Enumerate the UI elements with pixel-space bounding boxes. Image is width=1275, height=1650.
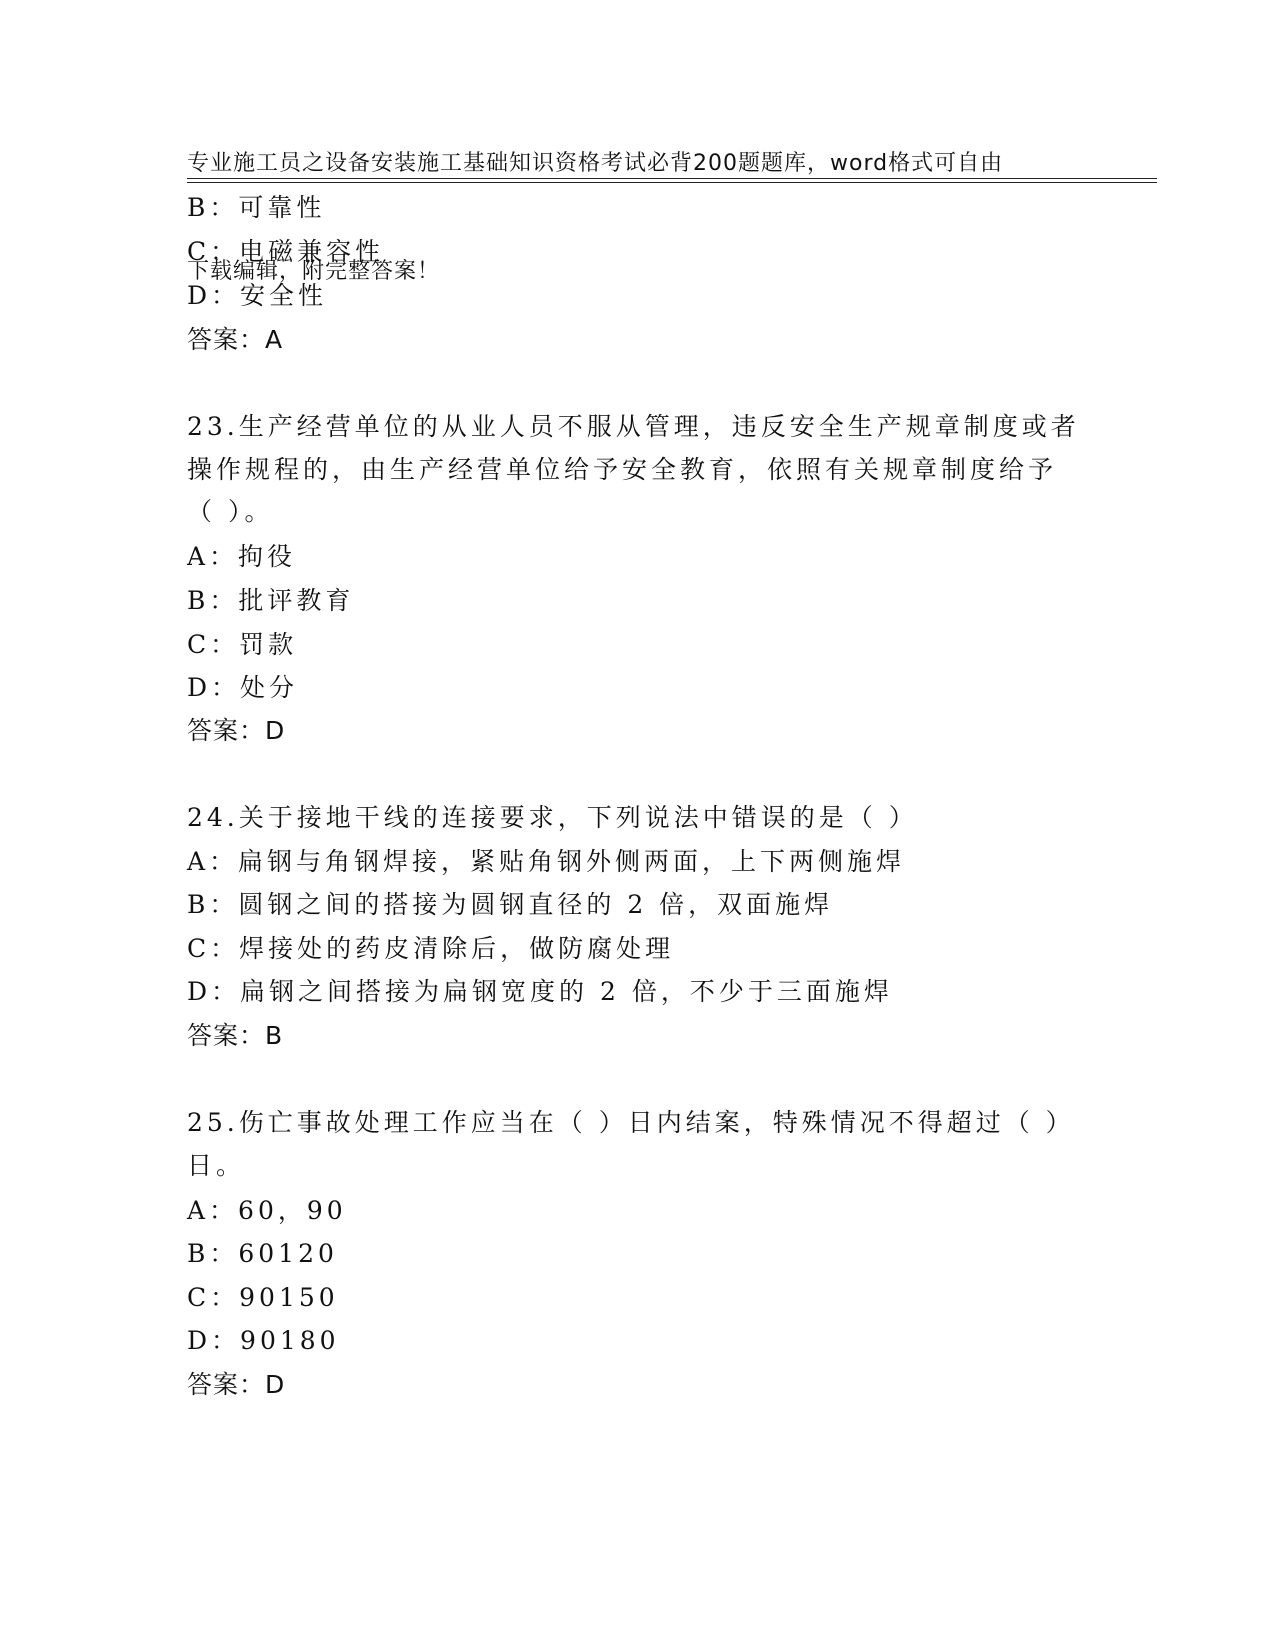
q24-option-b: B：圆钢之间的搭接为圆钢直径的 2 倍，双面施焊: [187, 890, 834, 919]
q23-option-a: A：拘役: [187, 542, 297, 571]
q23-option-c: C：罚款: [187, 630, 298, 659]
header-divider-bottom: [187, 182, 1157, 183]
q23-stem-line-3: （ ）。: [187, 497, 274, 526]
q25-answer: 答案：D: [187, 1370, 286, 1399]
q22-option-c: C：电磁兼容性: [187, 237, 385, 266]
q24-stem-line-1: 24.关于接地干线的连接要求，下列说法中错误的是（ ）: [187, 803, 918, 832]
header-divider-top: [187, 178, 1157, 179]
q24-option-d: D：扁钢之间搭接为扁钢宽度的 2 倍，不少于三面施焊: [187, 977, 893, 1006]
q25-option-a: A：60，90: [187, 1196, 347, 1225]
q23-stem-line-1: 23.生产经营单位的从业人员不服从管理，违反安全生产规章制度或者: [187, 412, 1080, 441]
q22-option-b: B：可靠性: [187, 193, 326, 222]
q23-answer: 答案：D: [187, 716, 286, 745]
q25-option-d: D：90180: [187, 1326, 340, 1355]
q25-option-b: B：60120: [187, 1239, 338, 1268]
q23-option-b: B：批评教育: [187, 586, 355, 615]
q24-option-a: A：扁钢与角钢焊接，紧贴角钢外侧两面，上下两侧施焊: [187, 847, 906, 876]
q23-stem-line-2: 操作规程的，由生产经营单位给予安全教育，依照有关规章制度给予: [187, 455, 1058, 484]
q23-option-d: D：处分: [187, 673, 299, 702]
q24-answer: 答案：B: [187, 1021, 284, 1050]
header-line-1: 专业施工员之设备安装施工基础知识资格考试必背200题题库，word格式可自由: [187, 151, 1004, 176]
q25-stem-line-2: 日。: [187, 1151, 246, 1180]
q24-option-c: C：焊接处的药皮清除后，做防腐处理: [187, 934, 675, 963]
q22-answer: 答案：A: [187, 325, 284, 354]
q25-option-c: C：90150: [187, 1283, 339, 1312]
q25-stem-line-1: 25.伤亡事故处理工作应当在（ ）日内结案，特殊情况不得超过（ ）: [187, 1108, 1075, 1137]
header-line-2: 下载编辑，附完整答案！: [187, 259, 441, 284]
q22-option-d: D：安全性: [187, 281, 328, 310]
